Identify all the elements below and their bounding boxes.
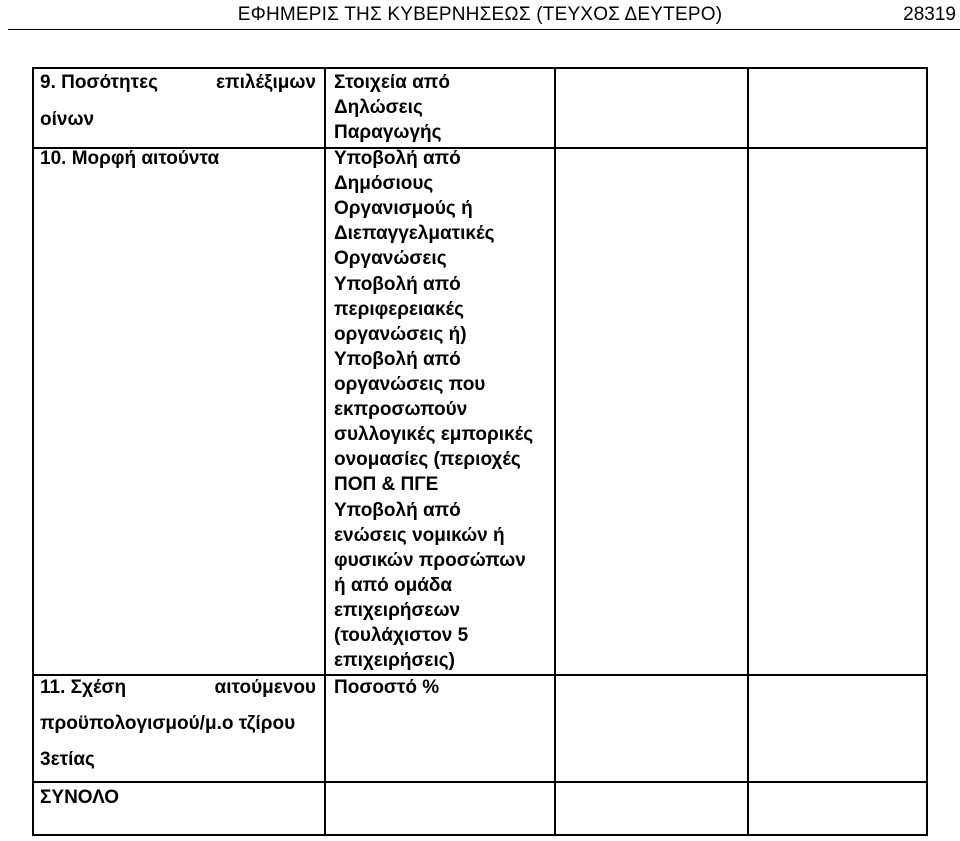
- row10-opt1-line3: Οργανισμούς ή: [334, 198, 473, 219]
- row10-opt3-line3: εκπροσωπούν: [334, 399, 468, 420]
- row10-opt3-line2: οργανώσεις που: [334, 374, 486, 395]
- total-label: ΣΥΝΟΛΟ: [40, 787, 120, 808]
- row9-source-2: Δηλώσεις: [334, 97, 423, 118]
- row-divider-11: [32, 781, 928, 783]
- row10-opt1-line4: Διεπαγγελματικές: [334, 223, 495, 244]
- row9-label-a: 9. Ποσότητες: [40, 72, 158, 93]
- row11-label-line1: [40, 675, 316, 700]
- row9-label-c: οίνων: [40, 109, 95, 130]
- column-divider-2: [554, 67, 556, 836]
- row10-opt2-line3: οργανώσεις ή): [334, 324, 467, 345]
- row11-label-d: 3ετίας: [40, 749, 95, 770]
- row10-opt4-line5: επιχειρήσεων: [334, 600, 461, 621]
- row10-opt3-line4: συλλογικές εμπορικές: [334, 424, 534, 445]
- gazette-title: ΕΦΗΜΕΡΙΣ ΤΗΣ ΚΥΒΕΡΝΗΣΕΩΣ (ΤΕΥΧΟΣ ΔΕΥΤΕΡΟ): [237, 4, 723, 25]
- row11-label-a: 11. Σχέση: [40, 677, 127, 698]
- row11-value-label: Ποσοστό %: [334, 677, 440, 698]
- row10-opt4-line2: ενώσεις νομικών ή: [334, 525, 505, 546]
- row10-opt4-line7: επιχειρήσεις): [334, 650, 455, 671]
- row10-opt3-line6: ΠΟΠ & ΠΓΕ: [334, 474, 439, 495]
- column-divider-3: [747, 67, 749, 836]
- row10-opt1-line2: Δημόσιους: [334, 173, 434, 194]
- header-rule: [8, 29, 960, 30]
- row10-opt3-line5: ονομασίες (περιοχές: [334, 449, 521, 470]
- row9-label-line1: [40, 70, 316, 95]
- row10-opt4-line3: φυσικών προσώπων: [334, 550, 526, 571]
- page-header: [0, 0, 960, 32]
- row9-label-b: επιλέξιμων: [216, 72, 316, 93]
- row10-label: 10. Μορφή αιτούντα: [40, 148, 220, 169]
- row11-label-b: αιτούμενου: [214, 677, 316, 698]
- row10-opt4-line6: (τουλάχιστον 5: [334, 625, 469, 646]
- row9-source-1: Στοιχεία από: [334, 72, 450, 93]
- row10-opt3-line1: Υποβολή από: [334, 349, 461, 370]
- row11-label-c: προϋπολογισμού/μ.ο τζίρου: [40, 713, 296, 734]
- column-divider-1: [324, 67, 326, 836]
- row10-opt1-line1: Υποβολή από: [334, 148, 461, 169]
- row10-opt4-line1: Υποβολή από: [334, 500, 461, 521]
- page-number: 28319: [903, 4, 956, 25]
- row10-opt2-line1: Υποβολή από: [334, 274, 461, 295]
- row10-opt4-line4: ή από ομάδα: [334, 575, 453, 596]
- row10-opt1-line5: Οργανώσεις: [334, 248, 447, 269]
- row10-opt2-line2: περιφερειακές: [334, 299, 464, 320]
- row9-source-3: Παραγωγής: [334, 122, 442, 143]
